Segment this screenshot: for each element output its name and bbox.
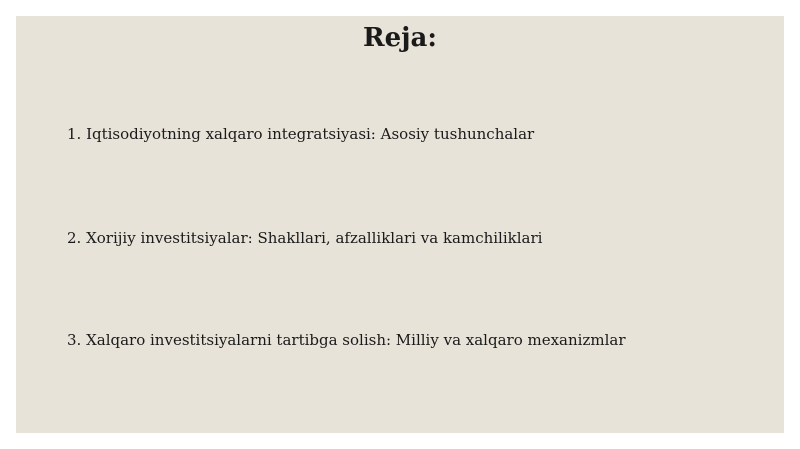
plan-item-3: 3. Xalqaro investitsiyalarni tartibga solish: Milliy va xalqaro mexanizmlar <box>67 331 626 349</box>
plan-item-1: 1. Iqtisodiyotning xalqaro integratsiyasi: Asosiy tushunchalar <box>67 125 535 143</box>
plan-item-2: 2. Xorijiy investitsiyalar: Shakllari, afzalliklari va kamchiliklari <box>67 229 543 247</box>
slide <box>16 16 784 433</box>
slide-title: Reja: <box>362 23 437 53</box>
